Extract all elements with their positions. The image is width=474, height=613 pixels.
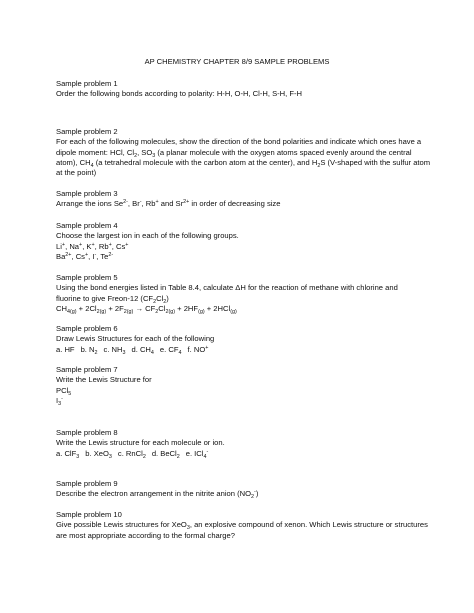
problem-7 [56,365,432,406]
problem-heading: Sample problem 4 [56,221,118,230]
ion-group-2: $Ba^{2+}$, Cs+, I-, $Te^{2-}$ [56,251,114,261]
problem-heading: Sample problem 2 [56,127,118,136]
formula-list: a. ClF$_3$ b. XeO$_3$ c. RnCl$_2$ d. BeCl$_2$ e. ICl$_4$- [56,448,209,460]
problem-heading: Sample problem 6 [56,324,118,333]
formula: $I_3^-$ [56,395,63,407]
reaction-equation: $CH_{4(g)} + 2Cl_{2(g)} + 2F_{2(g)} \to CF_2Cl_{2(g)} + 2HF_{(g)} + 2HCl_{(g)}$ [56,303,237,315]
problem-1 [56,79,432,100]
problem-text: Using the bond energies listed in Table 8.4, calculate ΔH for the reaction of methane with chlorine and [56,283,398,293]
problem-2 [56,127,432,178]
formula-list: a. HF b. $N_2$ c. $NH_3$ d. $CH_4$ e. $CF_4$ f. NO+ [56,344,209,356]
problem-text: Write the Lewis Structure for [56,375,152,385]
problem-text: Give possible Lewis structures for XeO$_3$, an explosive compound of xenon. Which Lewis structure or structures are most appropriate according to the formal charge? [56,520,428,540]
problem-9 [56,479,432,500]
problem-heading: Sample problem 7 [56,365,118,374]
problem-heading: Sample problem 1 [56,79,118,88]
ion-group-1: Li+, Na+, K+, Rb+, Cs+ [56,241,129,251]
problem-text: Choose the largest ion in each of the following groups. [56,231,239,241]
problem-text: fluorine to give Freon-12 $(CF_2Cl_2)$ [56,293,169,305]
page-title: AP CHEMISTRY CHAPTER 8/9 SAMPLE PROBLEMS [144,57,330,66]
problem-5 [56,273,432,314]
problem-3 [56,189,432,210]
problem-text: Arrange the ions $Se^{2-}$, Br-, Rb+ and $Sr^{2+}$ in order of decreasing size [56,199,281,209]
problem-heading: Sample problem 8 [56,428,118,437]
problem-4 [56,221,432,262]
problem-heading: Sample problem 5 [56,273,118,282]
problem-heading: Sample problem 9 [56,479,118,488]
problem-text: Write the Lewis structure for each molecule or ion. [56,438,225,448]
problem-10 [56,510,432,541]
problem-heading: Sample problem 10 [56,510,122,519]
problem-text: Draw Lewis Structures for each of the following [56,334,215,344]
problem-6 [56,324,432,355]
problem-text: For each of the following molecules, show the direction of the bond polarities and indicate which ones have a dipole moment: HCl, $Cl_2$, $SO_3$ (a planar molecule with the oxygen atoms spaced evenly around the central atom), $CH_4$ (a tetrahedral molecule with the carbon atom at the center), and $H_2S$ (V-shaped with the sulfur atom at the point) [56,137,431,178]
problem-text: Order the following bonds according to polarity: H-H, O-H, Cl-H, S-H, F-H [56,89,303,99]
problem-text: Describe the electron arrangement in the nitrite anion $(NO_2^-)$ [56,489,259,501]
problem-heading: Sample problem 3 [56,189,118,198]
formula: PCl$_5$ [56,385,72,397]
problem-8 [56,428,432,459]
